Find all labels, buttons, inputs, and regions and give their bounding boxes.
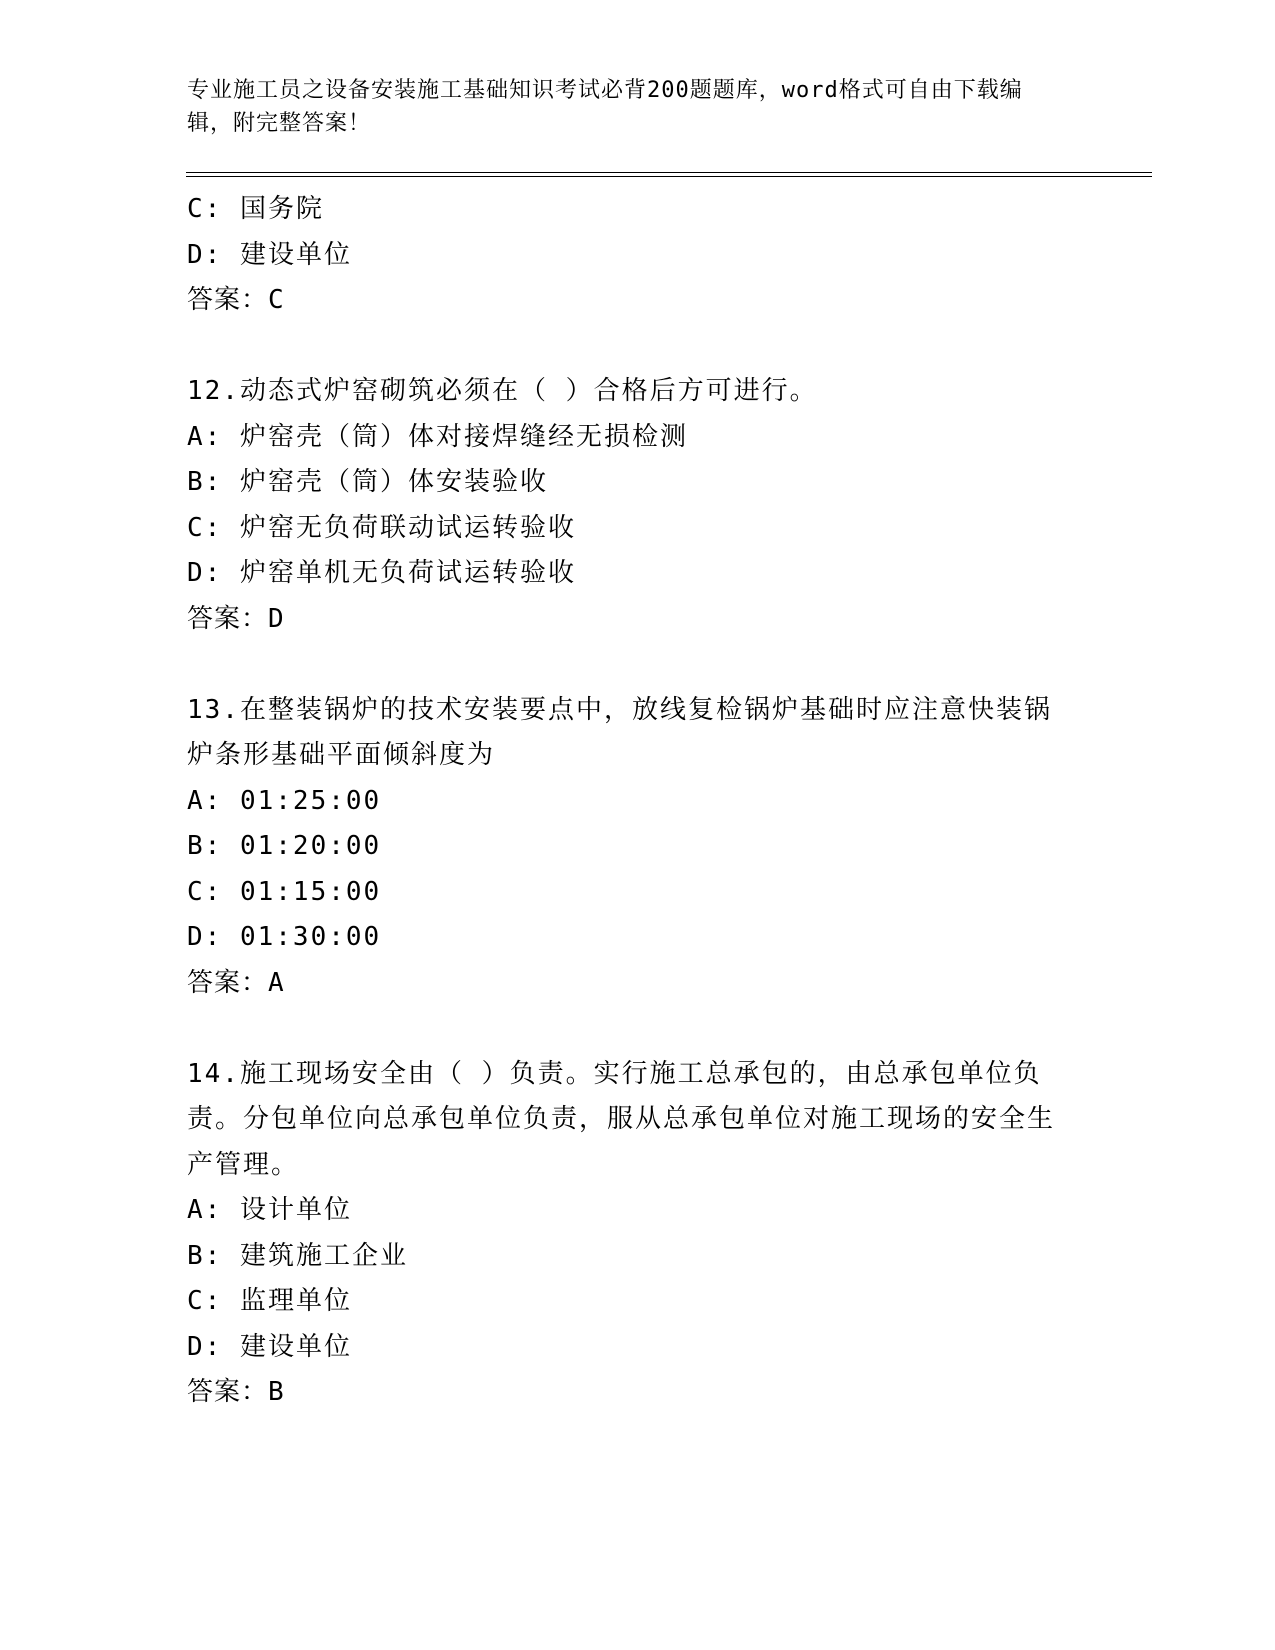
option-b: B: 01:20:00 [187, 831, 382, 861]
option-b: B: 建筑施工企业 [187, 1240, 408, 1271]
option-d: D: 建设单位 [187, 1331, 352, 1362]
question-stem: 14.施工现场安全由（ ）负责。实行施工总承包的，由总承包单位负责。分包单位向总承包单位负责，服从总承包单位对施工现场的安全生产管理。 [187, 1058, 1056, 1180]
question-14 [187, 1052, 1067, 1416]
option-a: A: 炉窑壳（筒）体对接焊缝经无损检测 [187, 421, 688, 452]
option-b: B: 炉窑壳（筒）体安装验收 [187, 467, 548, 497]
option-d: D: 建设单位 [187, 239, 352, 270]
header-text: 专业施工员之设备安装施工基础知识考试必背200题题库，word格式可自由下载编辑，附完整答案！ [187, 78, 1023, 136]
option-a: A: 01:25:00 [187, 785, 382, 816]
answer-line: 答案：C [187, 285, 285, 315]
continued-question [187, 187, 1067, 324]
question-stem: 13.在整装锅炉的技术安装要点中，放线复检锅炉基础时应注意快装锅炉条形基础平面倾斜度为 [187, 694, 1052, 770]
spacer [187, 642, 1067, 688]
option-c: C: 国务院 [187, 194, 324, 224]
document-header [187, 74, 1067, 140]
header-rule-top [186, 172, 1152, 173]
option-c: C: 炉窑无负荷联动试运转验收 [187, 512, 576, 543]
option-d: D: 01:30:00 [187, 922, 382, 952]
header-rule-bottom [186, 176, 1152, 177]
option-a: A: 设计单位 [187, 1195, 352, 1225]
question-12 [187, 369, 1067, 642]
question-stem: 12.动态式炉窑砌筑必须在（ ）合格后方可进行。 [187, 376, 818, 406]
question-13 [187, 688, 1067, 1007]
spacer [187, 1006, 1067, 1052]
question-list [187, 187, 1067, 1416]
option-c: C: 01:15:00 [187, 876, 382, 907]
answer-line: 答案：B [187, 1377, 285, 1407]
option-c: C: 监理单位 [187, 1286, 352, 1316]
answer-line: 答案：A [187, 967, 285, 998]
option-d: D: 炉窑单机无负荷试运转验收 [187, 558, 576, 588]
answer-line: 答案：D [187, 603, 285, 634]
spacer [187, 324, 1067, 370]
